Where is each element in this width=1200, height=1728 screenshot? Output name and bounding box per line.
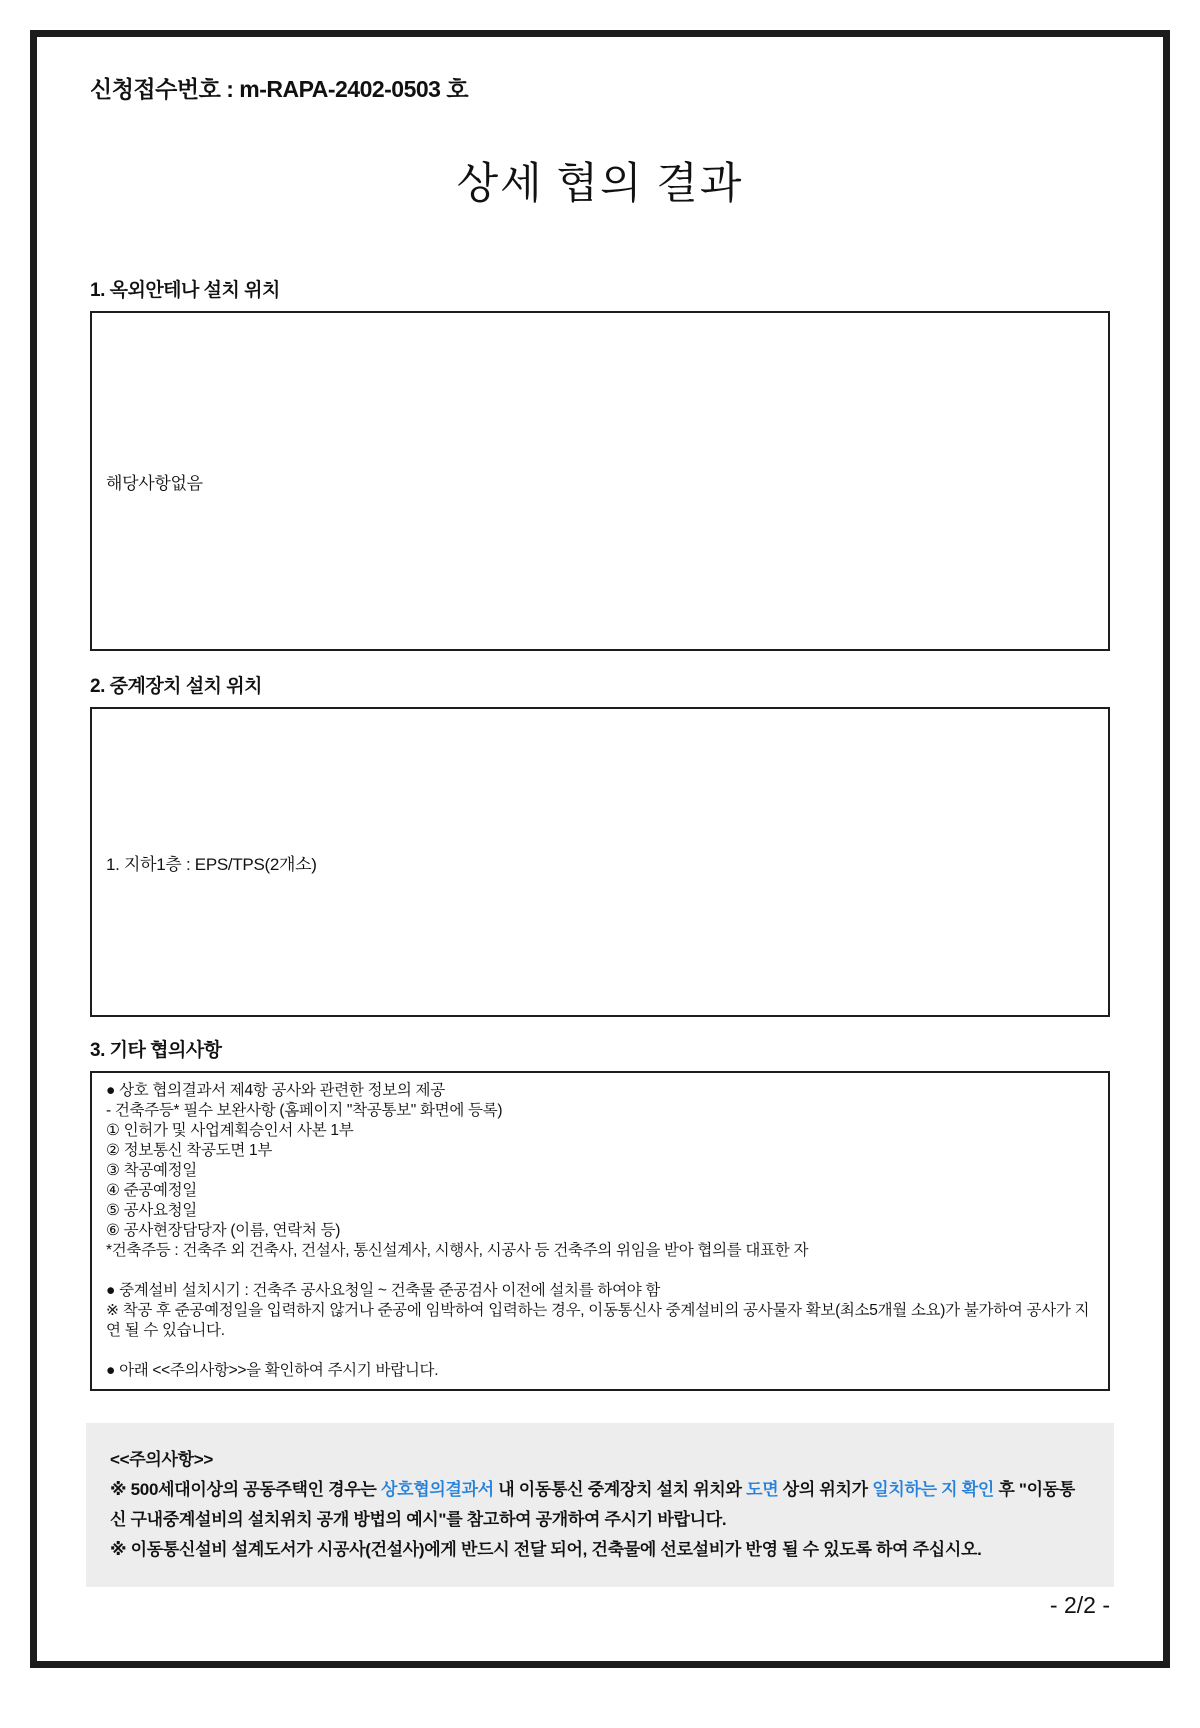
caution-paragraph-1 <box>110 1475 1090 1535</box>
section-2-heading: 2. 중계장치 설치 위치 <box>90 676 263 697</box>
terms-line-blank <box>106 1261 1094 1281</box>
section-outdoor-antenna <box>90 279 1110 651</box>
section-repeater-location <box>90 675 1110 1017</box>
terms-line-blank <box>106 1341 1094 1361</box>
terms-line: ⑥ 공사현장담당자 (이름, 연락처 등) <box>106 1222 341 1239</box>
terms-line: ● 중계설비 설치시기 : 건축주 공사요청일 ~ 건축물 준공검사 이전에 설치를 하여야 함 <box>106 1282 661 1299</box>
section-1-content: 해당사항없음 <box>106 473 203 493</box>
terms-line: ① 인허가 및 사업계획승인서 사본 1부 <box>106 1122 354 1139</box>
caution-text-segment-link: 일치하는 지 확인 <box>872 1480 994 1499</box>
caution-text-segment-link: 도면 <box>746 1480 779 1499</box>
caution-title: <<주의사항>> <box>110 1450 213 1469</box>
caution-text-segment: 내 이동통신 중계장치 설치 위치와 <box>493 1480 747 1499</box>
document-page <box>30 30 1170 1668</box>
section-other-terms <box>90 1039 1110 1391</box>
terms-line: *건축주등 : 건축주 외 건축사, 건설사, 통신설계사, 시행사, 시공사 등 건축주의 위임을 받아 협의를 대표한 자 <box>106 1242 809 1259</box>
receipt-number: 신청접수번호 : m-RAPA-2402-0503 호 <box>90 76 469 102</box>
caution-paragraph-2: ※ 이동통신설비 설계도서가 시공사(건설사)에게 반드시 전달 되어, 건축물에 선로설비가 반영 될 수 있도록 하여 주십시오. <box>110 1540 982 1559</box>
terms-line: ③ 착공예정일 <box>106 1162 197 1179</box>
terms-line: ● 아래 <<주의사항>>을 확인하여 주시기 바랍니다. <box>106 1362 439 1379</box>
section-2-box <box>90 707 1110 1017</box>
terms-line: ⑤ 공사요청일 <box>106 1202 197 1219</box>
section-3-box <box>90 1071 1110 1391</box>
terms-line: - 건축주등* 필수 보완사항 (홈페이지 "착공통보" 화면에 등록) <box>106 1102 503 1119</box>
caution-text-segment: 상의 위치가 <box>778 1480 873 1499</box>
section-1-heading: 1. 옥외안테나 설치 위치 <box>90 280 280 301</box>
caution-notice-box <box>86 1423 1114 1587</box>
terms-line: ※ 착공 후 준공예정일을 입력하지 않거나 준공에 임박하여 입력하는 경우, 이동통신사 중계설비의 공사물자 확보(최소5개월 소요)가 불가하여 공사가 지연 될 수 있습니다. <box>106 1302 1090 1339</box>
caution-text-segment-link: 상호협의결과서 <box>380 1480 494 1499</box>
section-3-heading: 3. 기타 협의사항 <box>90 1040 222 1061</box>
caution-text-segment: 후 "이동통신 구내중계설비의 설치위치 공개 방법의 예시"를 참고하여 공개하여 주시기 바랍니다. <box>110 1480 1076 1529</box>
terms-line: ④ 준공예정일 <box>106 1182 197 1199</box>
page-number: - 2/2 - <box>1049 1592 1110 1618</box>
section-2-content: 1. 지하1층 : EPS/TPS(2개소) <box>106 854 317 874</box>
terms-line: ② 정보통신 착공도면 1부 <box>106 1142 272 1159</box>
page-title: 상세 협의 결과 <box>456 161 744 208</box>
terms-line: ● 상호 협의결과서 제4항 공사와 관련한 정보의 제공 <box>106 1082 445 1099</box>
caution-text-segment: ※ 500세대이상의 공동주택인 경우는 <box>110 1480 381 1499</box>
section-1-box <box>90 311 1110 651</box>
